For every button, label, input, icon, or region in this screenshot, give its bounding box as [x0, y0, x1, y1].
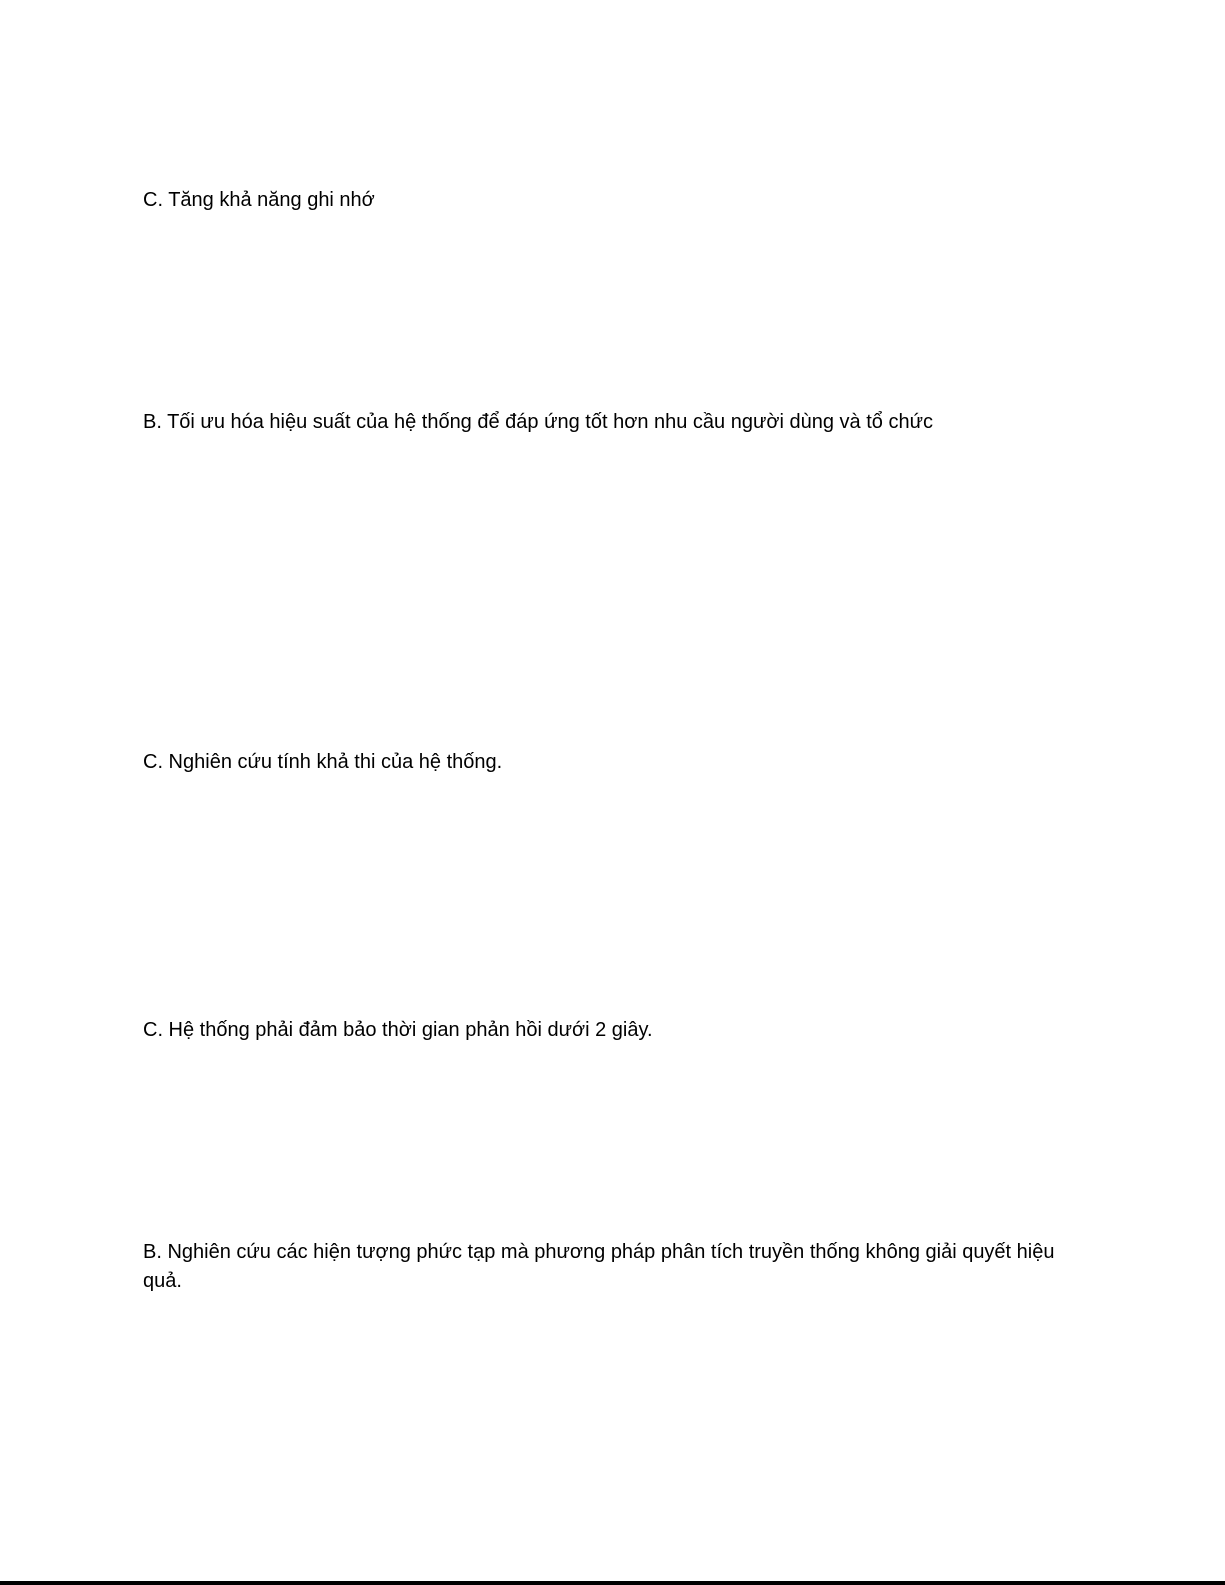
answer-text: B. Tối ưu hóa hiệu suất của hệ thống để đáp ứng tốt hơn nhu cầu người dùng và tổ chức	[143, 411, 933, 433]
answer-text: B. Nghiên cứu các hiện tượng phức tạp mà phương pháp phân tích truyền thống không giải quyết hiệu quả.	[143, 1241, 1055, 1292]
answer-text: C. Hệ thống phải đảm bảo thời gian phản hồi dưới 2 giây.	[143, 1019, 653, 1041]
answer-text: C. Tăng khả năng ghi nhớ	[143, 189, 375, 211]
answer-text: C. Nghiên cứu tính khả thi của hệ thống.	[143, 751, 503, 773]
page-bottom-edge	[0, 1581, 1225, 1585]
